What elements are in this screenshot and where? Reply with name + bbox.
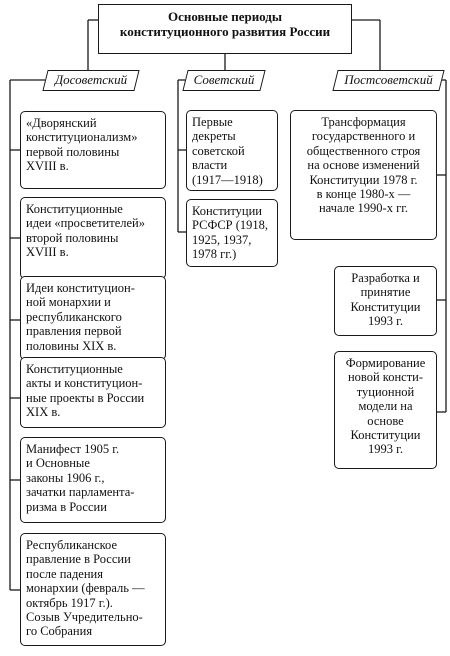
sovetsky-box-1: Первые декреты советской власти (1917—1918) xyxy=(186,110,278,191)
postsovetsky-box-1: Трансформация государственного и общественного строя на основе изменений Конституции 1978 г. в конце 1980-х — начале 1990-х гг. xyxy=(290,110,437,240)
dosovetsky-box-4: Конституционные акты и конституцион- ные проекты в России XIX в. xyxy=(20,357,166,428)
dosovetsky-box-3: Идеи конституцион- ной монархии и республиканского правления первой половины XIX в. xyxy=(20,276,166,360)
postsovetsky-box-2: Разработка и принятие Конституции 1993 г. xyxy=(334,266,437,336)
period-header-sovetsky xyxy=(185,70,263,91)
dosovetsky-box-6: Республиканское правление в России после падения монархии (февраль — октябрь 1917 г.). Созыв Учредительно- го Собрания xyxy=(20,533,166,646)
diagram-title: Основные периоды конституционного развития России xyxy=(98,4,352,54)
postsovetsky-box-3: Формирование новой консти- туционной модели на основе Конституции 1993 г. xyxy=(334,351,437,469)
dosovetsky-box-1: «Дворянский конституционализм» первой половины XVIII в. xyxy=(20,111,166,189)
period-label-dosovetsky: Досоветский xyxy=(54,72,128,87)
period-header-postsovetsky xyxy=(335,70,442,91)
dosovetsky-box-2: Конституционные идеи «просветителей» второй половины XVIII в. xyxy=(20,197,166,279)
sovetsky-box-2: Конституции РСФСР (1918, 1925, 1937, 1978 гг.) xyxy=(186,199,278,267)
period-label-sovetsky: Советский xyxy=(193,72,255,87)
period-label-postsovetsky: Постсоветский xyxy=(344,72,433,87)
period-header-dosovetsky xyxy=(45,70,137,91)
dosovetsky-box-5: Манифест 1905 г. и Основные законы 1906 г., зачатки парламента- ризма в России xyxy=(20,437,166,523)
